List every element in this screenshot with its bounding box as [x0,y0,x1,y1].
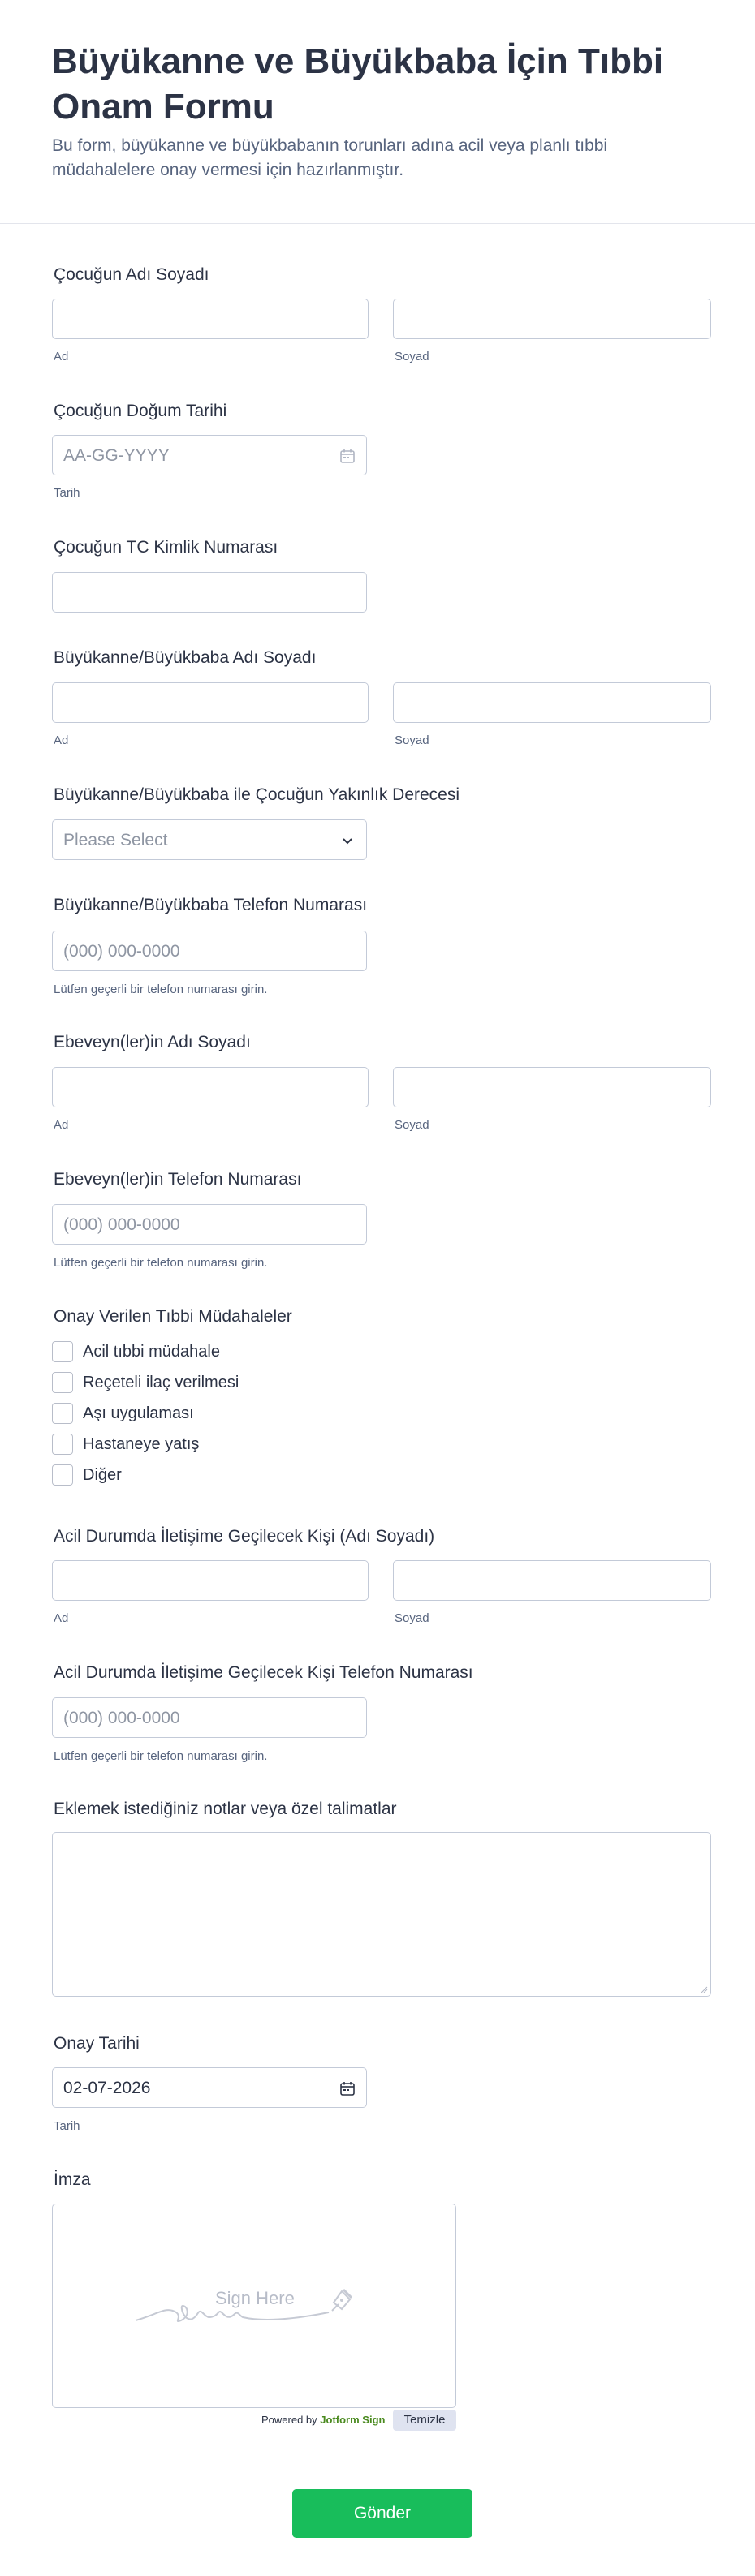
sign-here-placeholder: Sign Here [215,2288,295,2308]
powered-by-prefix: Powered by [261,2414,317,2426]
relation-select-placeholder: Please Select [63,831,168,849]
grandparent-last-name-sublabel: Soyad [395,733,429,747]
grandparent-phone-placeholder: (000) 000-0000 [63,942,180,961]
parent-first-name-input[interactable] [52,1067,369,1107]
submit-button[interactable]: Gönder [292,2489,472,2538]
parent-phone-placeholder: (000) 000-0000 [63,1215,180,1234]
intervention-option[interactable] [52,1403,377,1426]
intervention-option-label: Reçeteli ilaç verilmesi [83,1374,239,1391]
child-first-name-input[interactable] [52,299,369,339]
child-last-name-input[interactable] [393,299,711,339]
parent-first-name-sublabel: Ad [54,1118,69,1132]
parent-last-name-sublabel: Soyad [395,1118,429,1132]
parent-last-name-input[interactable] [393,1067,711,1107]
intervention-option-label: Hastaneye yatış [83,1435,200,1453]
signature-label: İmza [54,2170,91,2189]
child-birth-date-input[interactable] [52,435,367,475]
child-birth-date-placeholder: AA-GG-YYYY [63,446,170,465]
chevron-down-icon [339,832,356,849]
emergency-phone-input[interactable] [52,1697,367,1738]
parent-name-label: Ebeveyn(ler)in Adı Soyadı [54,1033,251,1051]
signature-scribble-icon [134,2281,361,2330]
child-last-name-sublabel: Soyad [395,350,429,363]
powered-by-brand: Jotform Sign [320,2414,386,2426]
grandparent-phone-hint: Lütfen geçerli bir telefon numarası girin. [54,983,268,996]
consent-date-input[interactable] [52,2067,367,2108]
notes-textarea[interactable] [52,1832,711,1997]
grandparent-first-name-sublabel: Ad [54,733,69,747]
grandparent-name-label: Büyükanne/Büyükbaba Adı Soyadı [54,648,317,667]
intervention-checkbox[interactable] [52,1464,73,1486]
form-subtitle: Bu form, büyükanne ve büyükbabanın torunları adına acil veya planlı tıbbi müdahalelere onay vermesi için hazırlanmıştır. [52,136,608,179]
form-title: Büyükanne ve Büyükbaba İçin Tıbbi Onam Formu [52,41,664,127]
emergency-phone-label: Acil Durumda İletişime Geçilecek Kişi Telefon Numarası [54,1663,473,1682]
grandparent-last-name-input[interactable] [393,682,711,723]
emergency-phone-placeholder: (000) 000-0000 [63,1709,180,1727]
emergency-name-label: Acil Durumda İletişime Geçilecek Kişi (Adı Soyadı) [54,1527,435,1546]
grandparent-phone-input[interactable] [52,931,367,971]
intervention-option[interactable] [52,1464,377,1487]
intervention-option-label: Aşı uygulaması [83,1404,194,1422]
emergency-last-name-input[interactable] [393,1560,711,1601]
signature-pad[interactable] [52,2204,456,2408]
child-birth-date-label: Çocuğun Doğum Tarihi [54,402,227,420]
parent-phone-input[interactable] [52,1204,367,1245]
calendar-icon[interactable] [339,448,356,464]
emergency-first-name-input[interactable] [52,1560,369,1601]
intervention-option-label: Acil tıbbi müdahale [83,1343,220,1361]
calendar-icon[interactable] [339,2080,356,2096]
consent-date-value: 02-07-2026 [63,2079,151,2097]
form-header [0,0,755,224]
child-birth-date-sublabel: Tarih [54,486,80,500]
child-tc-label: Çocuğun TC Kimlik Numarası [54,538,278,557]
notes-label: Eklemek istediğiniz notlar veya özel talimatlar [54,1800,397,1818]
powered-by-text [261,2413,385,2428]
child-tc-input[interactable] [52,572,367,613]
grandparent-phone-label: Büyükanne/Büyükbaba Telefon Numarası [54,896,368,914]
consent-date-label: Onay Tarihi [54,2034,140,2053]
consent-date-sublabel: Tarih [54,2119,80,2133]
child-first-name-sublabel: Ad [54,350,69,363]
intervention-option[interactable] [52,1341,377,1364]
child-name-label: Çocuğun Adı Soyadı [54,265,209,284]
parent-phone-label: Ebeveyn(ler)in Telefon Numarası [54,1170,302,1189]
emergency-phone-hint: Lütfen geçerli bir telefon numarası girin. [54,1749,268,1763]
intervention-option-label: Diğer [83,1466,122,1484]
clear-signature-button[interactable]: Temizle [393,2410,456,2431]
relation-select[interactable] [52,819,367,860]
resize-handle-icon[interactable] [700,1985,708,1993]
grandparent-first-name-input[interactable] [52,682,369,723]
intervention-option[interactable] [52,1372,377,1395]
intervention-checkbox[interactable] [52,1434,73,1455]
emergency-last-name-sublabel: Soyad [395,1611,429,1625]
intervention-checkbox[interactable] [52,1341,73,1362]
intervention-option[interactable] [52,1434,377,1456]
intervention-checkbox[interactable] [52,1403,73,1424]
interventions-label: Onay Verilen Tıbbi Müdahaleler [54,1307,292,1326]
parent-phone-hint: Lütfen geçerli bir telefon numarası girin. [54,1256,268,1270]
intervention-checkbox[interactable] [52,1372,73,1393]
emergency-first-name-sublabel: Ad [54,1611,69,1625]
relation-label: Büyükanne/Büyükbaba ile Çocuğun Yakınlık Derecesi [54,785,460,804]
